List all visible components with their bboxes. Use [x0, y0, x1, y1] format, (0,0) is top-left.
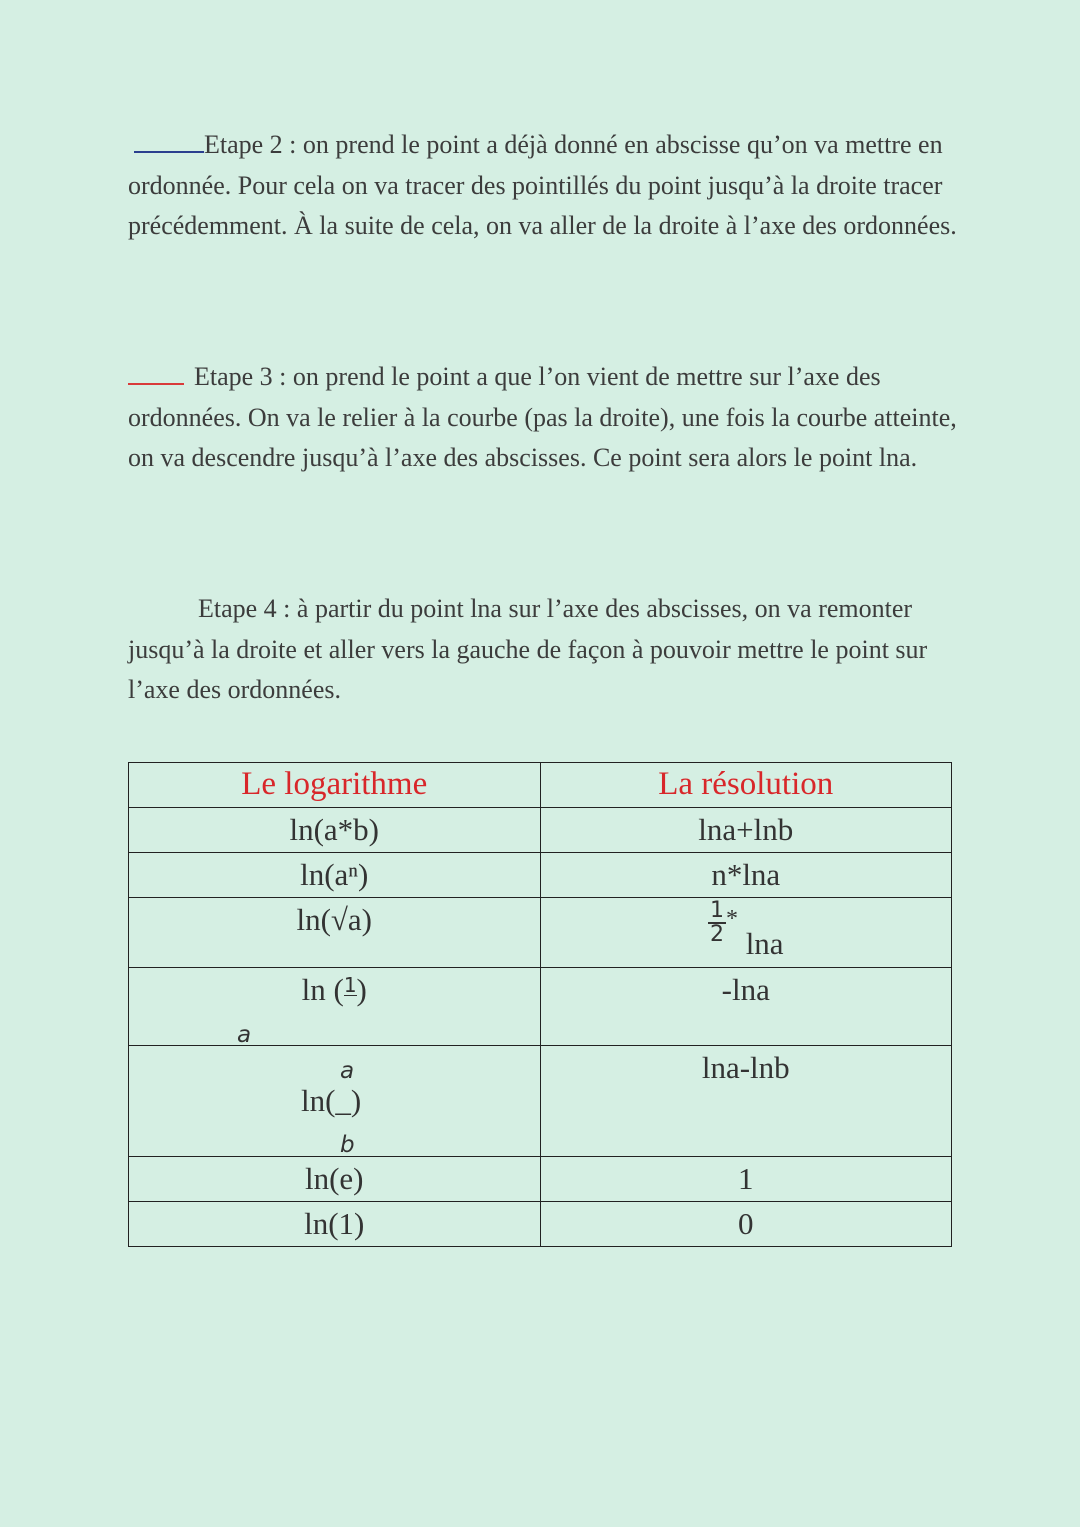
log-cell	[129, 1046, 541, 1157]
denominator-b: b	[340, 1132, 355, 1158]
step-4-text: Etape 4 : à partir du point lna sur l’axe des abscisses, on va remonter jusqu’à la droite et aller vers la gauche de façon à pouvoir mettre le point sur l’axe des ordonnées.	[128, 594, 928, 704]
step-3-text: Etape 3 : on prend le point a que l’on vient de mettre sur l’axe des ordonnées. On va le relier à la courbe (pas la droite), une fois la courbe atteinte, on va descendre jusqu’à l’axe des abscisses. Ce point sera alors le point lna.	[128, 362, 957, 472]
header-resolution: La résolution	[540, 763, 952, 808]
inverse-fraction: 1	[343, 973, 357, 998]
step-2-marker-line	[134, 151, 204, 153]
log-cell: ln(√a)	[129, 898, 541, 968]
log-cell: ln(aⁿ)	[129, 853, 541, 898]
numerator-a: a	[340, 1058, 355, 1084]
table-row	[129, 898, 952, 968]
log-cell: ln(1)	[129, 1202, 541, 1247]
ln-quotient: ln(_)	[301, 1083, 362, 1118]
paragraph-step-3	[128, 357, 968, 479]
log-cell: ln(a*b)	[129, 808, 541, 853]
res-cell: 1	[540, 1157, 952, 1202]
res-cell: 0	[540, 1202, 952, 1247]
step-3-marker-line	[128, 383, 184, 385]
one-half-fraction: $\frac{1}{2}$	[709, 898, 724, 947]
res-cell: $\frac{1}{2}$ * lna	[540, 898, 952, 968]
logarithm-table	[128, 762, 952, 1247]
res-cell: lna+lnb	[540, 808, 952, 853]
header-logarithm: Le logarithme	[129, 763, 541, 808]
log-cell: ln ( 1 ) a	[129, 968, 541, 1046]
table-row	[129, 1157, 952, 1202]
res-cell: lna-lnb	[540, 1046, 952, 1157]
paragraph-step-2	[128, 125, 968, 247]
variable-a-label: a	[237, 1022, 252, 1048]
table-row	[129, 808, 952, 853]
res-cell: -lna	[540, 968, 952, 1046]
table-row	[129, 853, 952, 898]
log-cell: ln(e)	[129, 1157, 541, 1202]
paragraph-step-4	[128, 589, 968, 711]
table-header-row	[129, 763, 952, 808]
table-row	[129, 1202, 952, 1247]
step-2-text: Etape 2 : on prend le point a déjà donné en abscisse qu’on va mettre en ordonnée. Pour cela on va tracer des pointillés du point jusqu’à la droite tracer précédemment. À la suite de cela, on va aller de la droite à l’axe des ordonnées.	[128, 130, 957, 240]
table-row	[129, 1046, 952, 1157]
table-row	[129, 968, 952, 1046]
res-cell: n*lna	[540, 853, 952, 898]
